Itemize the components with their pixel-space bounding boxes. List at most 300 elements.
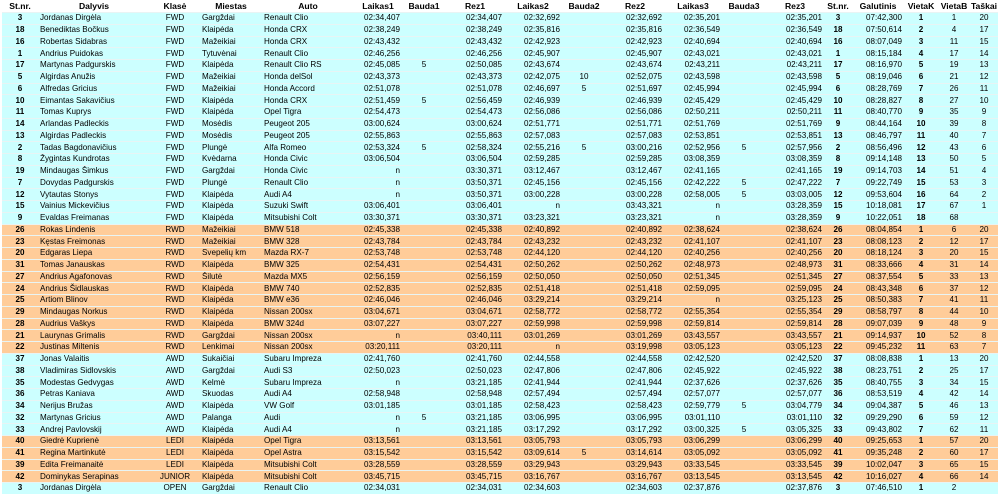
cell-taskai: 10 xyxy=(970,95,998,107)
cell-dalyvis: Rokas Lindenis xyxy=(38,224,150,236)
cell-laikas2: 03:29,214 xyxy=(504,295,562,307)
cell-rez3: 02:41,107 xyxy=(766,236,824,248)
cell-bauda3 xyxy=(722,165,766,177)
cell-rez1: 03:21,185 xyxy=(446,412,504,424)
cell-st-nr: 24 xyxy=(2,283,38,295)
cell-bauda2 xyxy=(562,36,606,48)
cell-rez2: 02:50,262 xyxy=(606,259,664,271)
cell-laikas1: 03:13,561 xyxy=(354,436,402,448)
cell-bauda3 xyxy=(722,306,766,318)
cell-vieta-b: 66 xyxy=(938,471,970,483)
cell-bauda1 xyxy=(402,71,446,83)
cell-klase: FWD xyxy=(150,165,200,177)
header-rez3: Rez3 xyxy=(784,1,806,11)
cell-rez1: 02:45,338 xyxy=(446,224,504,236)
cell-miestas: Klaipėda xyxy=(200,283,262,295)
cell-rez1: 03:13,561 xyxy=(446,436,504,448)
cell-laikas3: 03:01,110 xyxy=(664,412,722,424)
cell-auto: Honda CRX xyxy=(262,36,354,48)
cell-auto: Suzuki Swift xyxy=(262,201,354,213)
cell-galutinis: 08:37,554 xyxy=(852,271,904,283)
cell-auto: BMW 324d xyxy=(262,318,354,330)
cell-st-nr: 18 xyxy=(2,24,38,36)
table-row xyxy=(2,177,998,189)
header-st-nr-2: St.nr. xyxy=(827,1,849,11)
cell-taskai: 1 xyxy=(970,201,998,213)
table-row xyxy=(2,118,998,130)
header-bauda1: Bauda1 xyxy=(408,1,440,11)
cell-laikas1: n xyxy=(354,424,402,436)
cell-rez3: 02:45,994 xyxy=(766,83,824,95)
cell-laikas1: 02:51,459 xyxy=(354,95,402,107)
cell-bauda2 xyxy=(562,295,606,307)
header-galutinis: Galutinis xyxy=(859,1,897,11)
cell-klase: LEDI xyxy=(150,436,200,448)
cell-st-nr-2: 6 xyxy=(824,83,852,95)
cell-vieta-k: 6 xyxy=(904,71,938,83)
cell-laikas3: 02:59,095 xyxy=(664,283,722,295)
results-body xyxy=(2,13,998,494)
cell-galutinis: 08:28,827 xyxy=(852,95,904,107)
cell-dalyvis: Audrius Vaškys xyxy=(38,318,150,330)
table-row xyxy=(2,259,998,271)
cell-vieta-k: 2 xyxy=(904,24,938,36)
cell-taskai: 7 xyxy=(970,342,998,354)
cell-vieta-k: 9 xyxy=(904,318,938,330)
cell-galutinis: 08:53,519 xyxy=(852,389,904,401)
cell-vieta-k: 4 xyxy=(904,259,938,271)
cell-klase: FWD xyxy=(150,71,200,83)
cell-laikas1: n xyxy=(354,412,402,424)
table-row xyxy=(2,436,998,448)
cell-laikas3: 03:43,557 xyxy=(664,330,722,342)
cell-rez1: 02:46,046 xyxy=(446,295,504,307)
cell-auto: Mitsubishi Colt xyxy=(262,471,354,483)
cell-rez1: 03:06,504 xyxy=(446,154,504,166)
table-row xyxy=(2,412,998,424)
table-row xyxy=(2,483,998,494)
cell-st-nr-2: 31 xyxy=(824,259,852,271)
cell-laikas3: n xyxy=(664,295,722,307)
cell-klase: RWD xyxy=(150,318,200,330)
cell-galutinis: 08:46,797 xyxy=(852,130,904,142)
cell-bauda2 xyxy=(562,400,606,412)
cell-dalyvis: Justinas Miltenis xyxy=(38,342,150,354)
cell-taskai: 15 xyxy=(970,36,998,48)
cell-laikas3: 02:57,077 xyxy=(664,389,722,401)
cell-dalyvis: Tomas Janauskas xyxy=(38,259,150,271)
cell-st-nr: 9 xyxy=(2,212,38,224)
cell-bauda2: 10 xyxy=(562,71,606,83)
cell-bauda2 xyxy=(562,107,606,119)
cell-bauda1 xyxy=(402,306,446,318)
cell-dalyvis: Edgaras Liepa xyxy=(38,248,150,260)
cell-vieta-b: 62 xyxy=(938,424,970,436)
cell-rez2: 03:17,292 xyxy=(606,424,664,436)
cell-rez3: 02:59,095 xyxy=(766,283,824,295)
cell-dalyvis: Martynas Gricius xyxy=(38,412,150,424)
cell-st-nr-2: 38 xyxy=(824,365,852,377)
cell-galutinis: 09:14,703 xyxy=(852,165,904,177)
cell-klase: AWD xyxy=(150,353,200,365)
cell-bauda3: 5 xyxy=(722,177,766,189)
cell-vieta-k: 15 xyxy=(904,177,938,189)
cell-dalyvis: Vytautas Stonys xyxy=(38,189,150,201)
cell-vieta-b: 46 xyxy=(938,400,970,412)
cell-vieta-b: 42 xyxy=(938,389,970,401)
cell-dalyvis: Algirdas Anužis xyxy=(38,71,150,83)
cell-bauda3 xyxy=(722,24,766,36)
cell-laikas3: 02:43,021 xyxy=(664,48,722,60)
cell-rez2: 02:34,603 xyxy=(606,483,664,494)
cell-laikas3: 02:51,769 xyxy=(664,118,722,130)
cell-laikas3: 03:05,123 xyxy=(664,342,722,354)
cell-rez1: 02:41,760 xyxy=(446,353,504,365)
header-st-nr: St.nr. xyxy=(9,1,31,11)
cell-rez3: 03:13,545 xyxy=(766,471,824,483)
table-row xyxy=(2,83,998,95)
cell-bauda2 xyxy=(562,436,606,448)
cell-rez2: 02:51,418 xyxy=(606,283,664,295)
cell-st-nr: 25 xyxy=(2,295,38,307)
cell-dalyvis: Algirdas Padleckis xyxy=(38,130,150,142)
cell-taskai: 11 xyxy=(970,295,998,307)
cell-laikas2: 02:34,603 xyxy=(504,483,562,494)
cell-bauda3 xyxy=(722,459,766,471)
cell-laikas3: 02:35,201 xyxy=(664,13,722,25)
cell-miestas: Gargždai xyxy=(200,330,262,342)
cell-laikas1: 02:45,338 xyxy=(354,224,402,236)
cell-galutinis: 08:04,854 xyxy=(852,224,904,236)
cell-miestas: Mosėdis xyxy=(200,130,262,142)
cell-st-nr-2: 27 xyxy=(824,271,852,283)
cell-miestas: Plungė xyxy=(200,142,262,154)
cell-laikas3: 02:42,520 xyxy=(664,353,722,365)
cell-st-nr-2: 29 xyxy=(824,306,852,318)
cell-miestas: Klaipėda xyxy=(200,436,262,448)
cell-bauda1 xyxy=(402,483,446,494)
cell-rez1: 02:53,748 xyxy=(446,248,504,260)
cell-st-nr: 27 xyxy=(2,271,38,283)
cell-laikas2: 02:51,771 xyxy=(504,118,562,130)
cell-auto: Renault Clio xyxy=(262,483,354,494)
cell-st-nr: 29 xyxy=(2,306,38,318)
cell-auto: BMW 325 xyxy=(262,259,354,271)
cell-auto: Renault Clio RS xyxy=(262,60,354,72)
cell-bauda1 xyxy=(402,447,446,459)
cell-bauda1 xyxy=(402,236,446,248)
cell-st-nr-2: 13 xyxy=(824,130,852,142)
cell-laikas1: 02:46,046 xyxy=(354,295,402,307)
cell-taskai: 14 xyxy=(970,471,998,483)
cell-bauda3 xyxy=(722,412,766,424)
cell-bauda1 xyxy=(402,424,446,436)
cell-auto: Audi S3 xyxy=(262,365,354,377)
cell-galutinis: 08:16,970 xyxy=(852,60,904,72)
cell-laikas2: 02:45,156 xyxy=(504,177,562,189)
cell-bauda2 xyxy=(562,224,606,236)
cell-vieta-k: 16 xyxy=(904,189,938,201)
cell-laikas1: 02:50,023 xyxy=(354,365,402,377)
cell-laikas2: 02:57,083 xyxy=(504,130,562,142)
cell-taskai: 13 xyxy=(970,400,998,412)
cell-bauda3 xyxy=(722,95,766,107)
cell-bauda3 xyxy=(722,271,766,283)
cell-taskai: 17 xyxy=(970,24,998,36)
cell-bauda1 xyxy=(402,271,446,283)
table-row xyxy=(2,447,998,459)
table-row xyxy=(2,389,998,401)
cell-laikas1: 03:01,185 xyxy=(354,400,402,412)
cell-rez3: 02:41,165 xyxy=(766,165,824,177)
cell-vieta-b: 12 xyxy=(938,236,970,248)
cell-st-nr: 33 xyxy=(2,424,38,436)
cell-bauda3 xyxy=(722,365,766,377)
cell-laikas2: 02:58,772 xyxy=(504,306,562,318)
cell-rez2: 02:43,674 xyxy=(606,60,664,72)
cell-bauda3 xyxy=(722,436,766,448)
cell-st-nr: 7 xyxy=(2,177,38,189)
cell-bauda3 xyxy=(722,342,766,354)
cell-laikas1: 02:56,159 xyxy=(354,271,402,283)
table-row xyxy=(2,24,998,36)
cell-dalyvis: Kęstas Freimonas xyxy=(38,236,150,248)
cell-st-nr-2: 36 xyxy=(824,389,852,401)
cell-galutinis: 08:40,755 xyxy=(852,377,904,389)
cell-rez3: 02:50,211 xyxy=(766,107,824,119)
cell-rez2: 02:44,558 xyxy=(606,353,664,365)
cell-st-nr: 34 xyxy=(2,400,38,412)
cell-laikas3: 02:50,211 xyxy=(664,107,722,119)
table-row xyxy=(2,342,998,354)
cell-bauda1 xyxy=(402,365,446,377)
cell-laikas3: 02:52,956 xyxy=(664,142,722,154)
cell-klase: FWD xyxy=(150,177,200,189)
cell-rez1: 02:43,432 xyxy=(446,36,504,48)
cell-bauda3 xyxy=(722,318,766,330)
table-row xyxy=(2,165,998,177)
cell-laikas3: 02:40,694 xyxy=(664,36,722,48)
cell-galutinis: 08:33,666 xyxy=(852,259,904,271)
cell-laikas3: 02:48,973 xyxy=(664,259,722,271)
cell-laikas2: 02:45,907 xyxy=(504,48,562,60)
cell-bauda2 xyxy=(562,412,606,424)
cell-bauda2 xyxy=(562,330,606,342)
cell-laikas2: 02:50,050 xyxy=(504,271,562,283)
cell-bauda3 xyxy=(722,483,766,494)
table-row xyxy=(2,95,998,107)
cell-auto: Audi A4 xyxy=(262,189,354,201)
cell-rez3: 02:48,973 xyxy=(766,259,824,271)
cell-laikas1: 02:52,835 xyxy=(354,283,402,295)
cell-laikas2: 02:55,216 xyxy=(504,142,562,154)
cell-laikas1: n xyxy=(354,330,402,342)
cell-auto: Peugeot 205 xyxy=(262,118,354,130)
cell-dalyvis: Mindaugas Šimkus xyxy=(38,165,150,177)
cell-rez2: 02:59,285 xyxy=(606,154,664,166)
cell-rez2: 03:12,467 xyxy=(606,165,664,177)
cell-klase: FWD xyxy=(150,95,200,107)
cell-bauda1 xyxy=(402,389,446,401)
cell-rez3: 03:33,545 xyxy=(766,459,824,471)
header-taskai: Taškai xyxy=(970,1,998,11)
table-row xyxy=(2,330,998,342)
cell-taskai: 20 xyxy=(970,224,998,236)
cell-bauda2 xyxy=(562,60,606,72)
cell-laikas2: 02:50,262 xyxy=(504,259,562,271)
cell-bauda1 xyxy=(402,295,446,307)
cell-rez1: 03:30,371 xyxy=(446,212,504,224)
cell-galutinis: 08:56,496 xyxy=(852,142,904,154)
cell-rez3: 02:51,345 xyxy=(766,271,824,283)
cell-klase: FWD xyxy=(150,24,200,36)
cell-rez2: 03:43,321 xyxy=(606,201,664,213)
cell-st-nr-2: 8 xyxy=(824,154,852,166)
cell-bauda1 xyxy=(402,48,446,60)
cell-rez2: 03:23,321 xyxy=(606,212,664,224)
header-bauda3: Bauda3 xyxy=(728,1,760,11)
table-row xyxy=(2,365,998,377)
cell-rez1: 02:43,373 xyxy=(446,71,504,83)
cell-rez3: 03:05,092 xyxy=(766,447,824,459)
cell-galutinis: 08:18,124 xyxy=(852,248,904,260)
cell-rez3: 03:05,325 xyxy=(766,424,824,436)
cell-st-nr: 38 xyxy=(2,365,38,377)
table-row xyxy=(2,201,998,213)
cell-st-nr: 13 xyxy=(2,130,38,142)
cell-st-nr-2: 17 xyxy=(824,60,852,72)
cell-auto: Subaru Impreza xyxy=(262,353,354,365)
cell-st-nr: 40 xyxy=(2,436,38,448)
cell-galutinis: 08:08,838 xyxy=(852,353,904,365)
cell-laikas2: 02:44,120 xyxy=(504,248,562,260)
cell-bauda2 xyxy=(562,48,606,60)
cell-taskai: 11 xyxy=(970,83,998,95)
cell-vieta-b: 11 xyxy=(938,36,970,48)
cell-st-nr: 17 xyxy=(2,60,38,72)
cell-galutinis: 09:53,604 xyxy=(852,189,904,201)
cell-rez3: 02:51,769 xyxy=(766,118,824,130)
cell-taskai: 3 xyxy=(970,177,998,189)
cell-auto: Honda Accord xyxy=(262,83,354,95)
cell-auto: Renault Clio xyxy=(262,13,354,25)
cell-laikas3: 02:45,994 xyxy=(664,83,722,95)
cell-vieta-b: 44 xyxy=(938,306,970,318)
cell-laikas3: 02:51,345 xyxy=(664,271,722,283)
cell-auto: Subaru Impreza xyxy=(262,377,354,389)
cell-rez2: 03:16,767 xyxy=(606,471,664,483)
cell-bauda2 xyxy=(562,24,606,36)
cell-galutinis: 08:08,123 xyxy=(852,236,904,248)
cell-vieta-k: 17 xyxy=(904,201,938,213)
cell-laikas2: 02:44,558 xyxy=(504,353,562,365)
cell-rez1: 02:50,085 xyxy=(446,60,504,72)
cell-laikas1: 02:45,085 xyxy=(354,60,402,72)
cell-rez2: 03:05,793 xyxy=(606,436,664,448)
cell-bauda3 xyxy=(722,389,766,401)
cell-laikas1: 03:06,401 xyxy=(354,201,402,213)
cell-rez2: 02:45,907 xyxy=(606,48,664,60)
cell-vieta-k: 11 xyxy=(904,130,938,142)
cell-klase: OPEN xyxy=(150,483,200,494)
cell-bauda1 xyxy=(402,201,446,213)
cell-rez3: 02:57,077 xyxy=(766,389,824,401)
cell-taskai: 8 xyxy=(970,118,998,130)
cell-st-nr-2: 1 xyxy=(824,48,852,60)
cell-st-nr-2: 40 xyxy=(824,436,852,448)
cell-st-nr: 42 xyxy=(2,471,38,483)
cell-rez2: 02:57,083 xyxy=(606,130,664,142)
cell-klase: RWD xyxy=(150,283,200,295)
cell-rez1: 02:54,473 xyxy=(446,107,504,119)
cell-taskai xyxy=(970,483,998,494)
cell-rez1: 03:50,371 xyxy=(446,189,504,201)
cell-bauda3 xyxy=(722,236,766,248)
table-row xyxy=(2,283,998,295)
cell-bauda2 xyxy=(562,306,606,318)
table-row xyxy=(2,212,998,224)
cell-rez2: 02:58,772 xyxy=(606,306,664,318)
header-miestas: Miestas xyxy=(215,1,247,11)
cell-bauda2 xyxy=(562,130,606,142)
cell-bauda3: 5 xyxy=(722,142,766,154)
cell-rez3: 02:55,354 xyxy=(766,306,824,318)
cell-vieta-k: 18 xyxy=(904,212,938,224)
cell-miestas: Klaipėda xyxy=(200,295,262,307)
cell-rez2: 02:52,075 xyxy=(606,71,664,83)
cell-dalyvis: Arlandas Padleckis xyxy=(38,118,150,130)
cell-st-nr-2: 33 xyxy=(824,424,852,436)
cell-bauda1 xyxy=(402,459,446,471)
cell-laikas3: 02:53,851 xyxy=(664,130,722,142)
cell-laikas3: 03:00,325 xyxy=(664,424,722,436)
cell-rez2: 02:41,944 xyxy=(606,377,664,389)
cell-bauda2 xyxy=(562,377,606,389)
cell-vieta-k: 2 xyxy=(904,236,938,248)
cell-klase: FWD xyxy=(150,48,200,60)
cell-taskai: 8 xyxy=(970,330,998,342)
cell-auto: Honda delSol xyxy=(262,71,354,83)
cell-bauda1 xyxy=(402,259,446,271)
cell-laikas1: 03:00,624 xyxy=(354,118,402,130)
cell-laikas1: 02:43,373 xyxy=(354,71,402,83)
cell-klase: RWD xyxy=(150,330,200,342)
cell-bauda1: 5 xyxy=(402,412,446,424)
cell-miestas: Palanga xyxy=(200,412,262,424)
table-row xyxy=(2,13,998,25)
cell-galutinis: 09:14,148 xyxy=(852,154,904,166)
cell-vieta-b: 57 xyxy=(938,436,970,448)
cell-rez1: 03:50,371 xyxy=(446,177,504,189)
cell-vieta-k: 13 xyxy=(904,154,938,166)
cell-laikas3: 02:42,222 xyxy=(664,177,722,189)
cell-bauda1 xyxy=(402,36,446,48)
cell-vieta-b: 68 xyxy=(938,212,970,224)
cell-dalyvis: Jordanas Dirgėla xyxy=(38,13,150,25)
cell-taskai: 17 xyxy=(970,447,998,459)
cell-bauda2 xyxy=(562,471,606,483)
cell-galutinis: 09:35,248 xyxy=(852,447,904,459)
cell-galutinis: 09:43,802 xyxy=(852,424,904,436)
cell-galutinis: 09:04,387 xyxy=(852,400,904,412)
cell-rez3: 02:43,211 xyxy=(766,60,824,72)
cell-bauda3 xyxy=(722,118,766,130)
cell-vieta-k: 2 xyxy=(904,447,938,459)
cell-rez2: 02:45,156 xyxy=(606,177,664,189)
cell-rez3: 02:37,876 xyxy=(766,483,824,494)
cell-klase: AWD xyxy=(150,365,200,377)
cell-laikas1: n xyxy=(354,189,402,201)
